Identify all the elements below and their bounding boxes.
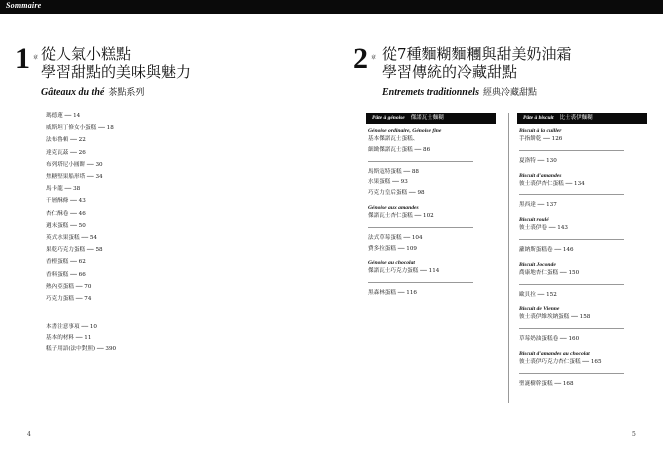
toc-item[interactable]: 費多拉蛋糕 ── 109 bbox=[368, 245, 417, 252]
toc-item[interactable]: 杏仁酥卷 ── 46 bbox=[46, 210, 86, 217]
toc-item[interactable]: 達克瓦茲 ── 26 bbox=[46, 149, 86, 156]
chapter-label-2: 章 bbox=[371, 55, 377, 61]
subsection-title: Biscuit à la cuiller bbox=[519, 128, 562, 134]
toc-extra[interactable]: 基本的材料 ── 11 bbox=[46, 335, 92, 341]
section-header-fr: Pâte à génoise bbox=[372, 115, 405, 121]
section-header-genoise bbox=[366, 113, 496, 124]
toc-item[interactable]: 千層酥條 ── 43 bbox=[46, 198, 86, 205]
toc-item[interactable]: 細緻傑諾瓦士蛋糕 ── 86 bbox=[368, 146, 431, 153]
subtitle-fr: Entremets traditionnels bbox=[382, 87, 479, 98]
chapter-title-1 bbox=[41, 45, 191, 81]
toc-item[interactable]: 草莓奶油蛋糕卷 ── 160 bbox=[519, 336, 580, 343]
toc-item[interactable]: 彼士裘伊維埃納蛋糕 ── 158 bbox=[519, 314, 591, 321]
header-bar bbox=[0, 0, 663, 14]
section-header-zh: 比士裘伊麵糊 bbox=[559, 115, 593, 121]
subtitle-zh: 經典冷藏甜點 bbox=[482, 88, 537, 98]
subsection-title: Génoise aux amandes bbox=[368, 204, 419, 211]
divider bbox=[519, 328, 624, 329]
toc-item[interactable]: 巧克力蛋糕 ── 74 bbox=[46, 296, 92, 303]
page-number-right: 5 bbox=[632, 431, 636, 438]
chapter-number-1: 1 bbox=[15, 42, 30, 75]
toc-item[interactable]: 法布魯頓 ── 22 bbox=[46, 137, 86, 144]
subtitle-fr: Gâteaux du thé bbox=[41, 87, 105, 98]
subsection-title: Génoise ordinaire, Génoise fine bbox=[368, 128, 442, 134]
section-biscuit bbox=[519, 128, 649, 390]
toc-item[interactable]: 喬康地杏仁蛋糕 ── 150 bbox=[519, 269, 580, 276]
divider bbox=[519, 284, 624, 285]
header-label: Sommaire bbox=[6, 1, 42, 10]
subsection-title: Biscuit roulé bbox=[519, 217, 549, 224]
toc-list-1 bbox=[46, 110, 114, 305]
toc-item[interactable]: 英式水果蛋糕 ── 54 bbox=[46, 235, 97, 242]
chapter-subtitle-2 bbox=[382, 85, 537, 98]
section-header-fr: Pâte à biscuit bbox=[523, 115, 554, 121]
chapter-title-2 bbox=[382, 45, 572, 81]
chapter-title-line2: 學習傳統的冷藏甜點 bbox=[382, 63, 518, 81]
page-number-left: 4 bbox=[27, 431, 31, 438]
divider bbox=[368, 227, 473, 228]
toc-extra[interactable]: 糕子用語(法中對照) ── 390 bbox=[46, 346, 117, 352]
toc-item[interactable]: 馬卡龍 ── 38 bbox=[46, 186, 81, 193]
toc-item[interactable]: 手指餅乾 ── 126 bbox=[519, 136, 563, 142]
chapter-title-line1: 從7種麵糊麵糰與甜美奶油霜 bbox=[382, 45, 572, 63]
toc-item[interactable]: 傑諾瓦士巧克力蛋糕 ── 114 bbox=[368, 268, 440, 275]
chapter-title-line2: 學習甜點的美味與魅力 bbox=[41, 63, 192, 81]
toc-item[interactable]: 巧克力皇后蛋糕 ── 98 bbox=[368, 190, 425, 197]
chapter-title-line1: 從人氣小糕點 bbox=[41, 45, 132, 63]
toc-item[interactable]: 週末蛋糕 ── 50 bbox=[46, 222, 86, 229]
divider bbox=[519, 239, 624, 240]
toc-item[interactable]: 蘿納斯蛋糕卷 ── 146 bbox=[519, 246, 574, 253]
toc-item[interactable]: 黑西達 ── 137 bbox=[519, 202, 557, 209]
subsection-title: Biscuit d'amandes au chocolat bbox=[519, 350, 590, 357]
section-genoise bbox=[368, 128, 498, 299]
toc-item[interactable]: 歐貝拉 ── 152 bbox=[519, 291, 557, 298]
toc-item[interactable]: 瑪德蓮 ── 14 bbox=[46, 113, 81, 119]
subsection-title: Biscuit d'amandes bbox=[519, 172, 562, 179]
toc-extra[interactable]: 本書注意事項 ── 10 bbox=[46, 324, 97, 330]
divider bbox=[519, 150, 624, 151]
toc-item[interactable]: 彼士裘伊杏仁蛋糕 ── 134 bbox=[519, 180, 585, 187]
subsection-title: Biscuit de Viennе bbox=[519, 306, 560, 313]
section-header-zh: 傑諾瓦士麵糊 bbox=[410, 115, 444, 121]
toc-item[interactable]: 水果蛋糕 ── 93 bbox=[368, 179, 408, 186]
toc-item[interactable]: 焦糖堅果船形塔 ── 34 bbox=[46, 174, 103, 181]
toc-item[interactable]: 黑森林蛋糕 ── 116 bbox=[368, 290, 417, 297]
chapter-subtitle-1 bbox=[41, 85, 144, 98]
toc-item[interactable]: 香料蛋糕 ── 66 bbox=[46, 271, 86, 278]
toc-item[interactable]: 夏洛特 ── 130 bbox=[519, 157, 557, 164]
divider bbox=[368, 161, 473, 162]
toc-item[interactable]: 香橙蛋糕 ── 62 bbox=[46, 259, 86, 266]
column-divider bbox=[508, 113, 509, 403]
toc-item[interactable]: 法式草莓蛋糕 ── 104 bbox=[368, 234, 423, 241]
subtitle-zh: 茶點系列 bbox=[108, 88, 145, 98]
toc-item[interactable]: 基本傑諾瓦士蛋糕、 bbox=[368, 136, 419, 142]
toc-item[interactable]: 馬斯寇特蛋糕 ── 88 bbox=[368, 168, 419, 175]
toc-item[interactable]: 彼士裘伊巧克力杏仁蛋糕 ── 165 bbox=[519, 358, 602, 365]
divider bbox=[519, 373, 624, 374]
toc-item[interactable]: 彼士裘伊卷 ── 143 bbox=[519, 225, 568, 232]
toc-extras-1 bbox=[46, 322, 116, 355]
toc-item[interactable]: 熱內亞蛋糕 ── 70 bbox=[46, 283, 92, 290]
chapter-number-2: 2 bbox=[353, 42, 368, 75]
toc-item[interactable]: 聖誕樹幹蛋糕 ── 168 bbox=[519, 380, 574, 387]
toc-item[interactable]: 果乾巧克力蛋糕 ── 58 bbox=[46, 247, 103, 254]
divider bbox=[519, 194, 624, 195]
subsection-title: Génoise au chocolat bbox=[368, 260, 415, 267]
subsection-title: Biscuit Joconde bbox=[519, 261, 556, 268]
divider bbox=[368, 282, 473, 283]
chapter-label-1: 章 bbox=[33, 55, 39, 61]
toc-item[interactable]: 傑諾瓦士杏仁蛋糕 ── 102 bbox=[368, 212, 434, 219]
toc-item[interactable]: 威斯坦丁修女小蛋糕 ── 18 bbox=[46, 125, 114, 132]
section-header-biscuit bbox=[517, 113, 647, 124]
toc-item[interactable]: 布列塔尼小圓餅 ── 30 bbox=[46, 161, 103, 168]
